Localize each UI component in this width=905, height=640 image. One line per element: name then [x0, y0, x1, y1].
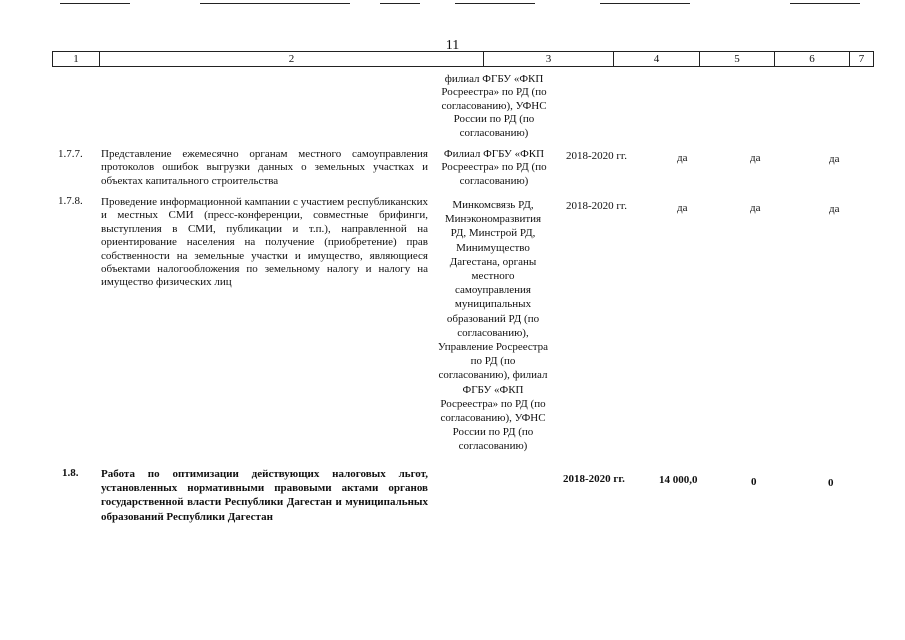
row-description: Представление ежемесячно органам местного самоуправления протоколов ошибок выгрузки данных о земельных участках и объектах капитального строительства [101, 148, 428, 187]
row-description: Работа по оптимизации действующих налоговых льгот, установленных нормативными правовыми актами органов государственной власти Республики Дагестан и муниципальных образований Республики Дагестан [101, 468, 428, 523]
row-col7: да [829, 153, 840, 165]
row-col5: да [677, 152, 688, 164]
row-col6: 0 [751, 476, 757, 488]
row-number: 1.7.8. [58, 195, 83, 207]
header-col-7: 7 [849, 52, 874, 66]
row-period: 2018-2020 гг. [563, 473, 625, 485]
top-scan-line [200, 3, 350, 4]
top-scan-line [60, 3, 130, 4]
top-scan-line [600, 3, 690, 4]
header-col-3: 3 [483, 52, 613, 66]
header-col-5: 5 [699, 52, 774, 66]
top-scan-line [455, 3, 535, 4]
header-col-4: 4 [613, 52, 699, 66]
row-description: Проведение информационной кампании с участием республиканских и местных СМИ (пресс-конференции, совместные брифинги, выступления в СМИ, публикации и т.п.), направленной на ориентирование населения на получение (приобретение) прав собственности на земельные участки и имущество, являющиеся объектами налогообложения по земельному налогу и налогу на имущество физических лиц [101, 196, 428, 289]
row-col7: да [829, 203, 840, 215]
row-executor: Минкомсвязь РД, Минэкономразвития РД, Минстрой РД, Минимущество Дагестана, органы местного самоуправления муниципальных образований РД (по согласованию), Управление Росреестра по РД (по согласованию), филиал ФГБУ «ФКП Росреестра» по РД (по согласованию), УФНС России по РД (по согласованию) [437, 199, 549, 453]
row-col7: 0 [828, 477, 834, 489]
row-number: 1.7.7. [58, 148, 83, 160]
row-col6: да [750, 152, 761, 164]
top-scan-line [380, 3, 420, 4]
row-col6: да [750, 202, 761, 214]
row-executor: Филиал ФГБУ «ФКП Росреестра» по РД (по согласованию) [441, 148, 547, 187]
page-number: 11 [445, 38, 460, 53]
continued-executor-cell: филиал ФГБУ «ФКП Росреестра» по РД (по согласованию), УФНС России по РД (по согласованию) [441, 73, 547, 139]
row-col5: да [677, 202, 688, 214]
header-col-6: 6 [774, 52, 849, 66]
header-col-2: 2 [99, 52, 483, 66]
header-col-1: 1 [52, 52, 99, 66]
column-number-header [52, 51, 874, 67]
top-scan-line [790, 3, 860, 4]
row-number: 1.8. [62, 467, 79, 479]
row-period: 2018-2020 гг. [566, 150, 627, 162]
row-period: 2018-2020 гг. [566, 200, 627, 212]
row-col5: 14 000,0 [659, 474, 698, 486]
